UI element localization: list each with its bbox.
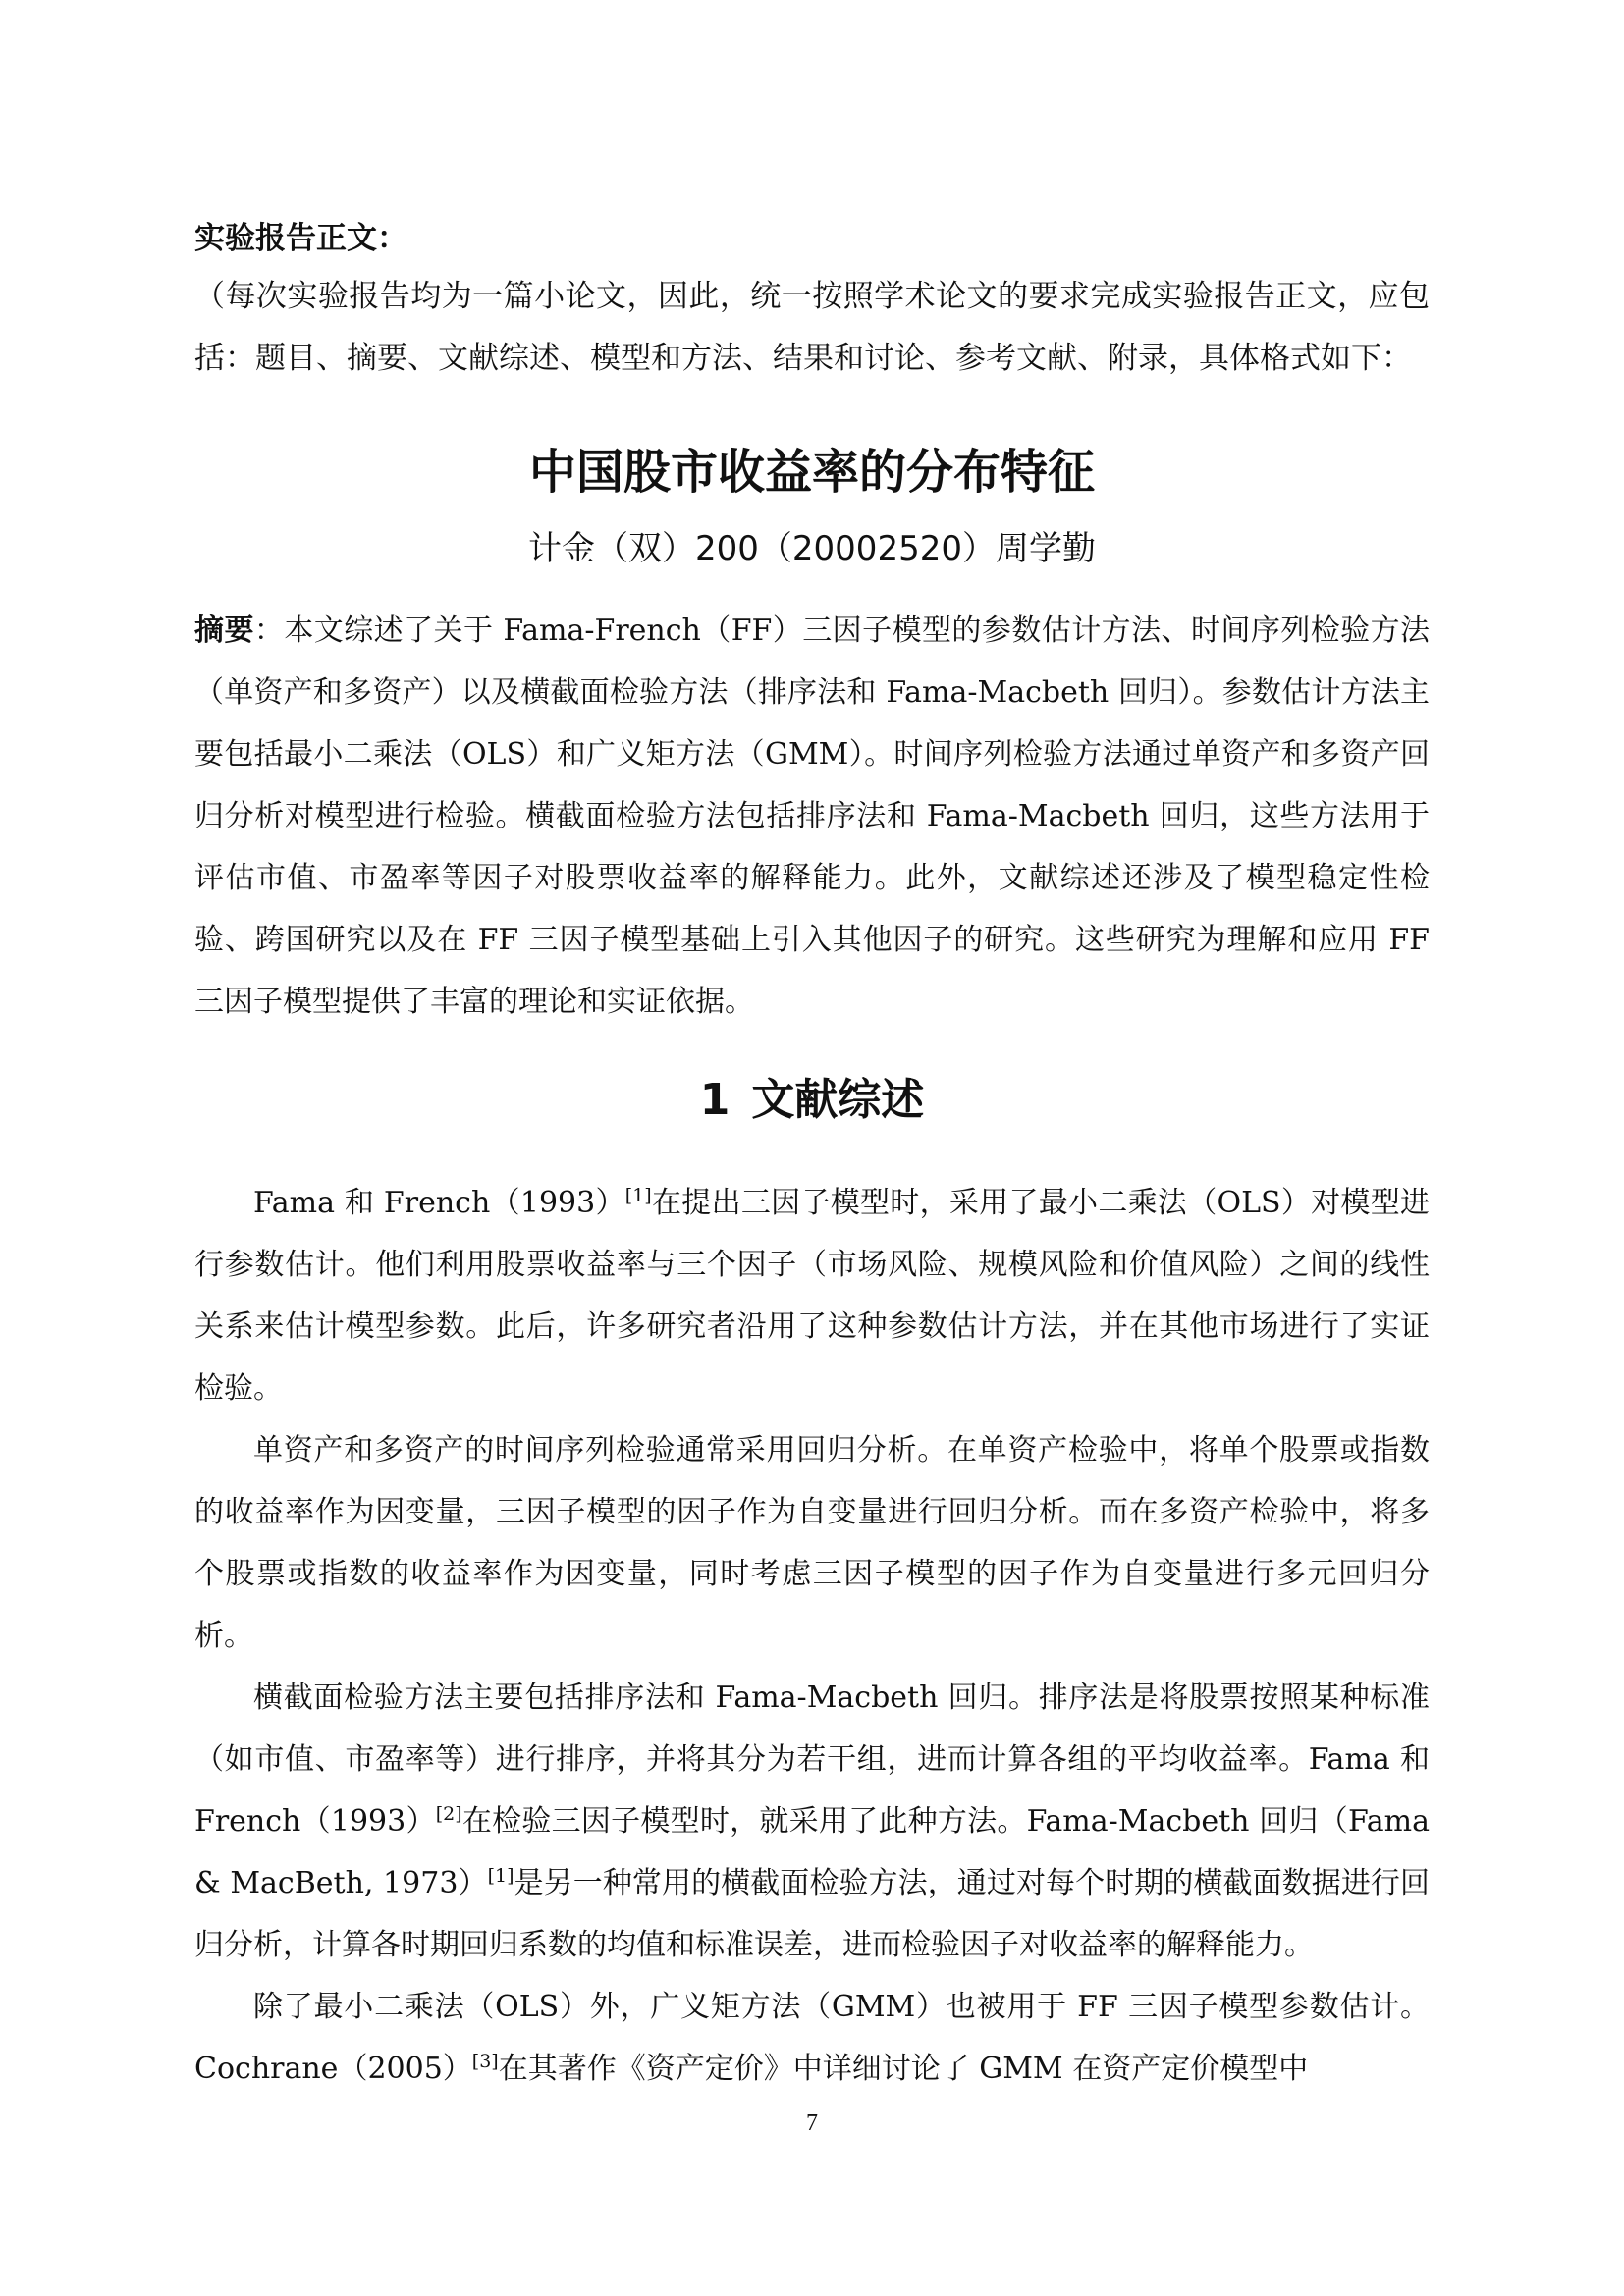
page-number: 7 xyxy=(806,2110,818,2136)
section-heading xyxy=(194,1066,1430,1135)
abstract-text: ：本文综述了关于 Fama-French（FF）三因子模型的参数估计方法、时间序列检验方法（单资产和多资产）以及横截面检验方法（排序法和 Fama-Macbeth 回归）。参数估计方法主要包括最小二乘法（OLS）和广义矩方法（GMM）。时间序列检验方法通过单资产和多资产回归分析对模型进行检验。横截面检验方法包括排序法和 Fama-Macbeth 回归，这些方法用于评估市值、市盈率等因子对股票收益率的解释能力。此外，文献综述还涉及了模型稳定性检验、跨国研究以及在 FF 三因子模型基础上引入其他因子的研究。这些研究为理解和应用 FF 三因子模型提供了丰富的理论和实证依据。 xyxy=(194,614,1431,1019)
paragraph-text: Fama 和 French（1993） xyxy=(253,1186,625,1220)
paragraph-2: 单资产和多资产的时间序列检验通常采用回归分析。在单资产检验中，将单个股票或指数的收益率作为因变量，三因子模型的因子作为自变量进行回归分析。而在多资产检验中，将多个股票或指数的收益率作为因变量，同时考虑三因子模型的因子作为自变量进行多元回归分析。 xyxy=(194,1433,1430,1653)
citation-ref: [2] xyxy=(435,1803,462,1825)
citation-ref: [1] xyxy=(487,1865,514,1887)
intro-heading: 实验报告正文： xyxy=(194,221,407,256)
paragraph-1 xyxy=(194,1172,1430,1419)
paragraph-3 xyxy=(194,1667,1430,1976)
abstract xyxy=(194,600,1430,1033)
paragraph-text: 除了最小二乘法（OLS）外，广义矩方法（GMM）也被用于 FF 三因子模型参数估计。Cochrane（2005） xyxy=(194,1990,1430,2086)
paragraph-4 xyxy=(194,1976,1430,2100)
citation-ref: [3] xyxy=(471,2051,499,2072)
citation-ref: [1] xyxy=(624,1185,652,1206)
intro-instructions: （每次实验报告均为一篇小论文，因此，统一按照学术论文的要求完成实验报告正文，应包括：题目、摘要、文献综述、模型和方法、结果和讨论、参考文献、附录，具体格式如下： xyxy=(194,279,1430,376)
paragraph-text: 是另一种常用的横截面检验方法，通过对每个时期的横截面数据进行回归分析，计算各时期回归系数的均值和标准误差，进而检验因子对收益率的解释能力。 xyxy=(194,1866,1431,1962)
section-number: 1 xyxy=(699,1075,731,1125)
paragraph-text: 在提出三因子模型时，采用了最小二乘法（OLS）对模型进行参数估计。他们利用股票收益率与三个因子（市场风险、规模风险和价值风险）之间的线性关系来估计模型参数。此后，许多研究者沿用了这种参数估计方法，并在其他市场进行了实证检验。 xyxy=(194,1186,1430,1406)
paragraph-text: 在检验三因子模型时，就采用了此种方法。Fama-Macbeth 回归（Fama & MacBeth, 1973） xyxy=(194,1804,1430,1900)
abstract-label: 摘要 xyxy=(194,614,254,648)
paragraph-text: 横截面检验方法主要包括排序法和 Fama-Macbeth 回归。排序法是将股票按照某种标准（如市值、市盈率等）进行排序，并将其分为若干组，进而计算各组的平均收益率。Fama 和 French（1993） xyxy=(194,1681,1430,1839)
section-title: 文献综述 xyxy=(751,1075,925,1125)
paper-title: 中国股市收益率的分布特征 xyxy=(528,445,1095,500)
page-content xyxy=(194,211,1430,2100)
paragraph-text: 在其著作《资产定价》中详细讨论了 GMM 在资产定价模型中 xyxy=(498,2052,1309,2086)
author-line: 计金（双）200（20002520）周学勤 xyxy=(528,529,1096,568)
